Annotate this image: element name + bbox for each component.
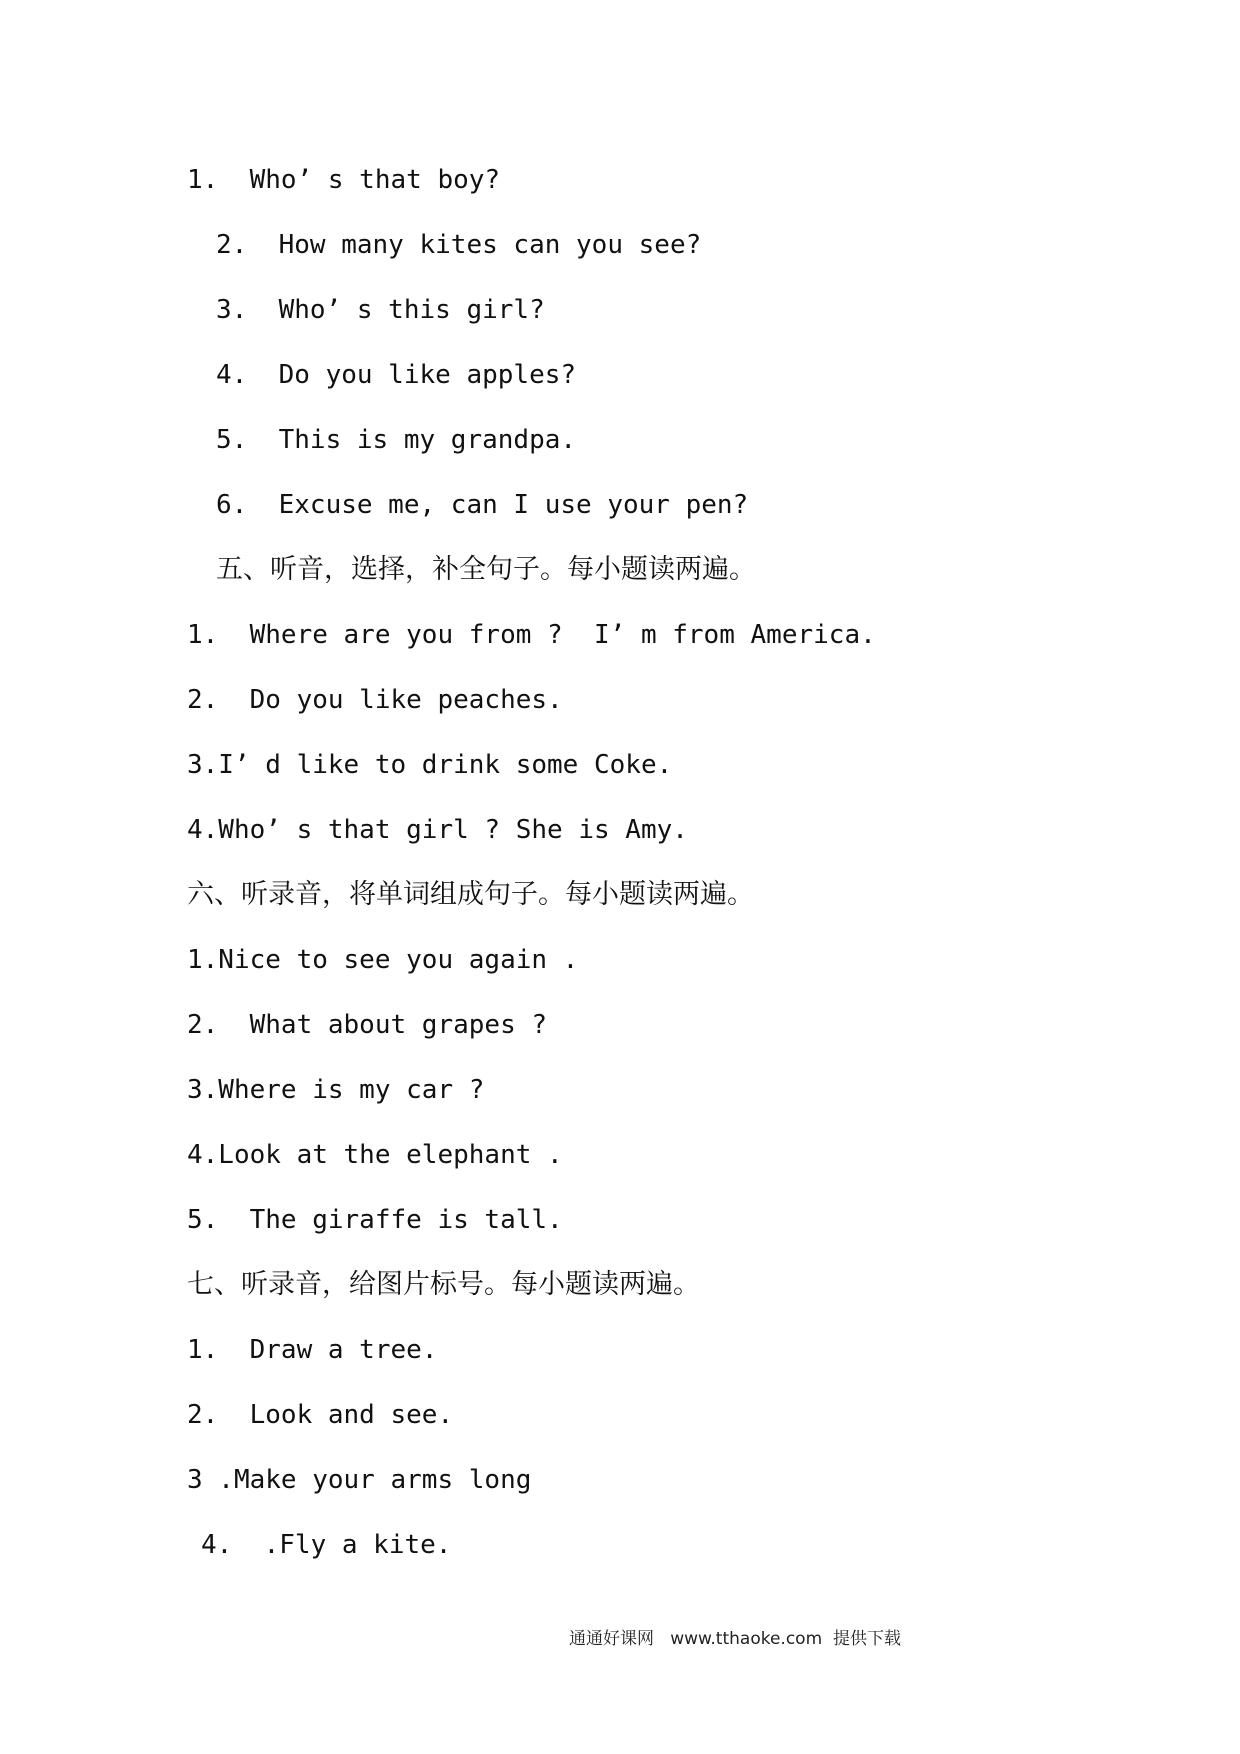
text-line: 4.Look at the elephant .: [187, 1140, 563, 1170]
section-heading: 六、听录音，将单词组成句子。每小题读两遍。: [187, 879, 754, 910]
text-line: 3. Who’ s this girl?: [216, 295, 545, 325]
text-line: 4. Do you like apples?: [216, 360, 577, 390]
text-line: 2. Do you like peaches.: [187, 685, 563, 715]
text-line: 4. .Fly a kite.: [201, 1530, 452, 1560]
text-line: 4.Who’ s that girl ? She is Amy.: [187, 815, 688, 845]
text-line: 1.Nice to see you again .: [187, 945, 579, 975]
text-line: 3 .Make your arms long: [187, 1465, 532, 1495]
text-line: 1. Where are you from ? I’ m from America.: [187, 620, 876, 650]
text-line: 5. This is my grandpa.: [216, 425, 577, 455]
footer-text: 通通好课网 www.tthaoke.com 提供下载: [569, 1629, 901, 1649]
section-heading: 五、听音，选择，补全句子。每小题读两遍。: [216, 554, 756, 585]
text-line: 2. How many kites can you see?: [216, 230, 702, 260]
text-line: 6. Excuse me, can I use your pen?: [216, 490, 749, 520]
text-line: 2. Look and see.: [187, 1400, 454, 1430]
page-footer: [0, 1628, 1240, 1650]
text-line: 2. What about grapes ?: [187, 1010, 548, 1040]
text-line: 1. Draw a tree.: [187, 1335, 438, 1365]
text-line: 5. The giraffe is tall.: [187, 1205, 563, 1235]
text-line: 1. Who’ s that boy?: [187, 165, 501, 195]
text-line: 3.Where is my car ?: [187, 1075, 485, 1105]
section-heading: 七、听录音，给图片标号。每小题读两遍。: [187, 1269, 700, 1300]
text-line: 3.I’ d like to drink some Coke.: [187, 750, 673, 780]
